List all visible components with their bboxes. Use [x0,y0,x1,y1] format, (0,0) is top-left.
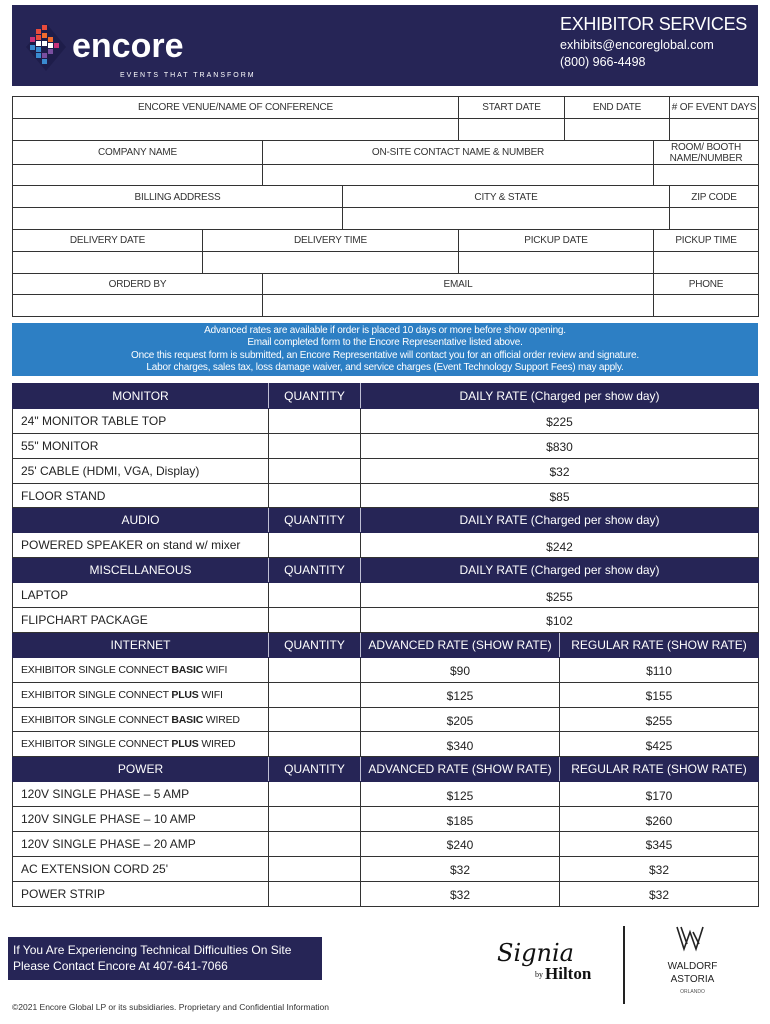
item-price: $242 [361,533,759,558]
rate-header: DAILY RATE (Charged per show day) [361,558,759,583]
regular-price: $32 [560,881,759,906]
email-field[interactable] [263,295,654,317]
email-label: EMAIL [263,273,654,295]
table-row [13,682,759,707]
header-email[interactable]: exhibits@encoreglobal.com [560,38,714,52]
quantity-input[interactable] [269,533,361,558]
quantity-header: QUANTITY [269,632,361,657]
misc-section-header [13,558,759,583]
item-name: EXHIBITOR SINGLE CONNECT PLUS WIFI [13,682,269,707]
header-banner [12,5,758,86]
regular-price: $345 [560,832,759,857]
svg-text:encore: encore [72,27,184,65]
item-price: $830 [361,433,759,458]
item-name: FLIPCHART PACKAGE [13,608,269,633]
notice-line: Email completed form to the Encore Representative listed above. [247,337,523,349]
item-name: 25' CABLE (HDMI, VGA, Display) [13,458,269,483]
item-name: 120V SINGLE PHASE – 10 AMP [13,807,269,832]
order-notice [12,323,758,376]
event-info-form [12,96,759,317]
header-title: EXHIBITOR SERVICES [560,14,747,34]
monitor-section-header [13,384,759,409]
svg-text:WALDORF: WALDORF [667,961,718,972]
delivery-date-field[interactable] [13,251,203,273]
table-row [13,458,759,483]
table-row [13,608,759,633]
end-date-label: END DATE [565,97,670,119]
contact-label: ON-SITE CONTACT NAME & NUMBER [263,140,654,164]
event-days-field[interactable] [670,118,759,140]
city-state-field[interactable] [343,208,670,230]
quantity-input[interactable] [269,608,361,633]
item-name: EXHIBITOR SINGLE CONNECT BASIC WIFI [13,657,269,682]
quantity-header: QUANTITY [269,384,361,409]
end-date-field[interactable] [565,118,670,140]
quantity-input[interactable] [269,458,361,483]
advanced-price: $205 [361,707,560,732]
quantity-input[interactable] [269,657,361,682]
internet-section-header [13,632,759,657]
item-name: AC EXTENSION CORD 25' [13,856,269,881]
item-name: 55" MONITOR [13,433,269,458]
table-row [13,832,759,857]
table-row [13,856,759,881]
regular-price: $425 [560,732,759,757]
table-row [13,732,759,757]
room-field[interactable] [654,164,759,186]
table-row [13,433,759,458]
item-name: EXHIBITOR SINGLE CONNECT BASIC WIRED [13,707,269,732]
audio-section-header [13,508,759,533]
delivery-time-label: DELIVERY TIME [203,229,459,251]
quantity-input[interactable] [269,782,361,807]
waldorf-w-icon [677,927,703,949]
item-price: $85 [361,483,759,508]
item-price: $102 [361,608,759,633]
company-field[interactable] [13,164,263,186]
advanced-rate-header: ADVANCED RATE (SHOW RATE) [361,757,560,782]
header-phone[interactable]: (800) 966-4498 [560,55,646,69]
zip-field[interactable] [670,208,759,230]
advanced-price: $125 [361,782,560,807]
section-title: AUDIO [13,508,269,533]
advanced-price: $125 [361,682,560,707]
tech-support-line: If You Are Experiencing Technical Difficulties On Site [13,943,292,957]
pickup-time-label: PICKUP TIME [654,229,759,251]
quantity-input[interactable] [269,732,361,757]
svg-text:ASTORIA: ASTORIA [670,974,715,985]
event-days-label: # OF EVENT DAYS [670,97,759,119]
rate-header: DAILY RATE (Charged per show day) [361,508,759,533]
svg-text:Signia: Signia [497,939,574,967]
pickup-time-field[interactable] [654,251,759,273]
city-state-label: CITY & STATE [343,186,670,208]
table-row [13,533,759,558]
phone-label: PHONE [654,273,759,295]
quantity-input[interactable] [269,408,361,433]
quantity-input[interactable] [269,707,361,732]
item-price: $225 [361,408,759,433]
advanced-price: $185 [361,807,560,832]
quantity-header: QUANTITY [269,508,361,533]
table-row [13,881,759,906]
regular-price: $32 [560,856,759,881]
quantity-input[interactable] [269,433,361,458]
section-title: MONITOR [13,384,269,409]
start-date-field[interactable] [459,118,565,140]
table-row [13,782,759,807]
regular-price: $155 [560,682,759,707]
advanced-price: $32 [361,856,560,881]
waldorf-astoria-logo [655,924,730,999]
section-title: POWER [13,757,269,782]
item-name: 120V SINGLE PHASE – 5 AMP [13,782,269,807]
quantity-header: QUANTITY [269,757,361,782]
item-name: 24" MONITOR TABLE TOP [13,408,269,433]
billing-field[interactable] [13,208,343,230]
power-section-header [13,757,759,782]
svg-text:ORLANDO: ORLANDO [680,989,705,995]
signia-hilton-logo [495,935,600,985]
section-title: MISCELLANEOUS [13,558,269,583]
svg-text:Hilton: Hilton [545,964,592,983]
venue-field[interactable] [13,118,459,140]
zip-label: ZIP CODE [670,186,759,208]
room-label: ROOM/ BOOTH NAME/NUMBER [654,140,759,164]
item-name: LAPTOP [13,583,269,608]
table-row [13,583,759,608]
header-contact [560,14,747,69]
quantity-input[interactable] [269,807,361,832]
notice-line: Labor charges, sales tax, loss damage waiver, and service charges (Event Technology Support Fees) may apply. [146,361,624,373]
item-name: POWER STRIP [13,881,269,906]
delivery-date-label: DELIVERY DATE [13,229,203,251]
advanced-price: $32 [361,881,560,906]
item-price: $32 [361,458,759,483]
phone-field[interactable] [654,295,759,317]
ordered-by-field[interactable] [13,295,263,317]
quantity-input[interactable] [269,682,361,707]
ordered-by-label: ORDERD BY [13,273,263,295]
quantity-input[interactable] [269,856,361,881]
regular-rate-header: REGULAR RATE (SHOW RATE) [560,632,759,657]
quantity-input[interactable] [269,583,361,608]
table-row [13,657,759,682]
regular-price: $260 [560,807,759,832]
copyright-text: ©2021 Encore Global LP or its subsidiaries. Proprietary and Confidential Information [12,1002,329,1012]
advanced-rate-header: ADVANCED RATE (SHOW RATE) [361,632,560,657]
rate-header: DAILY RATE (Charged per show day) [361,384,759,409]
pickup-date-field[interactable] [459,251,654,273]
billing-label: BILLING ADDRESS [13,186,343,208]
notice-line: Advanced rates are available if order is placed 10 days or more before show opening. [204,325,566,336]
item-price: $255 [361,583,759,608]
regular-price: $170 [560,782,759,807]
svg-text:by: by [535,970,543,979]
company-label: COMPANY NAME [13,140,263,164]
regular-price: $110 [560,657,759,682]
table-row [13,807,759,832]
advanced-price: $240 [361,832,560,857]
item-name: 120V SINGLE PHASE – 20 AMP [13,832,269,857]
venue-label: ENCORE VENUE/NAME OF CONFERENCE [13,97,459,119]
table-row [13,707,759,732]
regular-price: $255 [560,707,759,732]
item-name: FLOOR STAND [13,483,269,508]
quantity-input[interactable] [269,881,361,906]
rates-table [12,383,759,907]
tech-support-phone: Please Contact Encore At 407-641-7066 [13,959,228,973]
contact-field[interactable] [263,164,654,186]
tech-support-box [8,937,322,980]
section-title: INTERNET [13,632,269,657]
quantity-input[interactable] [269,483,361,508]
encore-diamond-icon [26,23,66,71]
start-date-label: START DATE [459,97,565,119]
quantity-header: QUANTITY [269,558,361,583]
encore-logo [22,15,262,79]
logo-divider [623,926,625,1004]
table-row [13,408,759,433]
table-row [13,483,759,508]
notice-line: Once this request form is submitted, an Encore Representative will contact you for an official order review and signature. [131,349,639,361]
svg-text:EVENTS THAT TRANSFORM: EVENTS THAT TRANSFORM [120,72,256,79]
item-name: EXHIBITOR SINGLE CONNECT PLUS WIRED [13,732,269,757]
advanced-price: $340 [361,732,560,757]
advanced-price: $90 [361,657,560,682]
item-name: POWERED SPEAKER on stand w/ mixer [13,533,269,558]
pickup-date-label: PICKUP DATE [459,229,654,251]
regular-rate-header: REGULAR RATE (SHOW RATE) [560,757,759,782]
quantity-input[interactable] [269,832,361,857]
delivery-time-field[interactable] [203,251,459,273]
